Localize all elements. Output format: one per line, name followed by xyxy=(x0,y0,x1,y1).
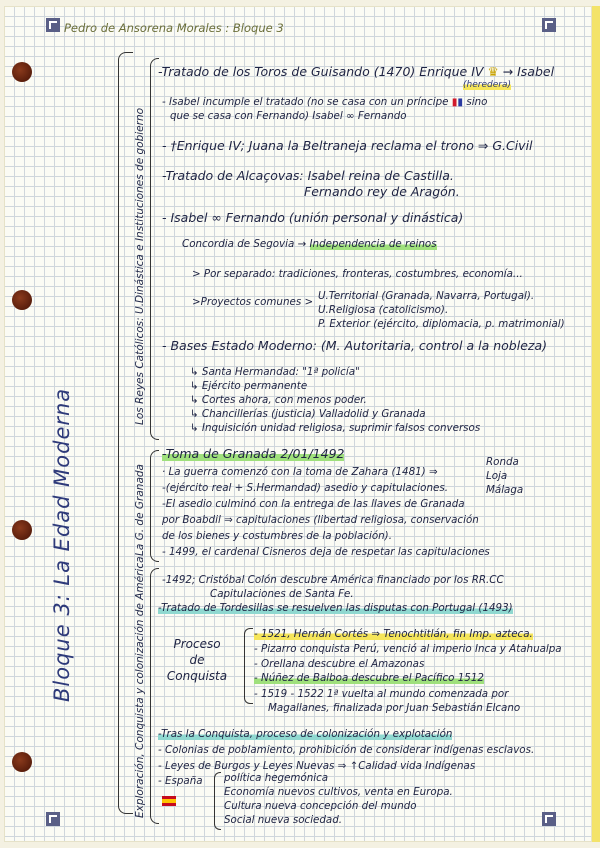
note-line: U.Territorial (Granada, Navarra, Portugal). xyxy=(318,290,535,302)
spain-flag-icon xyxy=(162,796,176,806)
note-line: -Tras la Conquista, proceso de colonización y explotación xyxy=(158,728,453,740)
section-label-america: Exploración, Conquista y colonización de América xyxy=(134,556,146,818)
note-line: · La guerra comenzó con la toma de Zahara (1481) ⇒ xyxy=(162,466,438,478)
note-line: - Pizarro conquista Perú, venció al imperio Inca y Atahualpa xyxy=(254,643,562,655)
note-line: U.Religiosa (catolicismo). xyxy=(318,304,449,316)
note-line: (heredera) xyxy=(463,80,511,90)
note-line: Capitulaciones de Santa Fe. xyxy=(210,588,354,600)
note-line: de los bienes y costumbres de la población). xyxy=(162,530,392,542)
note-line: ↳ Cortes ahora, con menos poder. xyxy=(190,394,367,406)
note-line: política hegemónica xyxy=(224,772,329,784)
section-brace xyxy=(118,52,133,814)
note-line: Ronda xyxy=(486,456,519,468)
note-line: ↳ Inquisición unidad religiosa, suprimir falsos conversos xyxy=(190,422,481,434)
note-line: ↳ Ejército permanente xyxy=(190,380,308,392)
note-line: Economía nuevos cultivos, venta en Europa. xyxy=(224,786,453,798)
spain-brace xyxy=(214,772,221,830)
note-line: - 1519 - 1522 1ª vuelta al mundo comenzada por xyxy=(254,688,509,700)
corner-marker-icon xyxy=(46,812,60,826)
page-title: Bloque 3: La Edad Moderna xyxy=(50,387,74,702)
note-line: -El asedio culminó con la entrega de las llaves de Granada xyxy=(162,498,465,510)
note-line: Fernando rey de Aragón. xyxy=(304,184,460,199)
note-line: -(ejército real + S.Hermandad) asedio y capitulaciones. xyxy=(162,482,448,494)
note-line: - Colonias de poblamiento, prohibición de considerar indígenas esclavos. xyxy=(158,744,535,756)
note-line: - 1499, el cardenal Cisneros deja de respetar las capitulaciones xyxy=(162,546,490,558)
crown-icon: ♛ xyxy=(487,64,499,79)
binder-hole xyxy=(12,520,32,540)
note-line: - España xyxy=(158,775,203,787)
section-brace xyxy=(150,58,159,440)
note-line: - Orellana descubre el Amazonas xyxy=(254,658,425,670)
note-line: Cultura nueva concepción del mundo xyxy=(224,800,417,812)
note-line: >Proyectos comunes > xyxy=(192,296,314,308)
note-line: Loja xyxy=(486,470,508,482)
note-line: -1492; Cristóbal Colón descubre América financiado por los RR.CC xyxy=(162,574,504,586)
binder-hole xyxy=(12,290,32,310)
note-line: Social nueva sociedad. xyxy=(224,814,343,826)
note-line: - Isabel ∞ Fernando (unión personal y dinástica) xyxy=(162,210,464,225)
note-line: - Leyes de Burgos y Leyes Nuevas ⇒ ↑Calidad vida Indígenas xyxy=(158,760,476,772)
note-line: Málaga xyxy=(486,484,524,496)
note-line: - Isabel incumple el tratado (no se casa con un príncipe ▮▮ sino xyxy=(162,96,488,108)
note-line: - †Enrique IV; Juana la Beltraneja reclama el trono ⇒ G.Civil xyxy=(162,138,533,153)
note-line: > Por separado: tradiciones, fronteras, costumbres, economía... xyxy=(192,268,523,280)
note-line: que se casa con Fernando) Isabel ∞ Fernando xyxy=(170,110,407,122)
flag-icon: ▮ xyxy=(451,96,458,108)
note-line: P. Exterior (ejército, diplomacia, p. matrimonial) xyxy=(318,318,565,330)
note-line: - 1521, Hernán Cortés ⇒ Tenochtitlán, fin Imp. azteca. xyxy=(254,628,533,640)
section-label-granada: La G. de Granada xyxy=(134,464,146,556)
section-brace xyxy=(150,450,159,562)
process-brace xyxy=(244,628,253,704)
corner-marker-icon xyxy=(542,18,556,32)
note-line: -Tratado de Tordesillas se resuelven las disputas con Portugal (1493) xyxy=(158,602,513,614)
note-line: Magallanes, finalizada por Juan Sebastián Elcano xyxy=(268,702,521,714)
note-line: -Tratado de los Toros de Guisando (1470) Enrique IV ♛ → Isabel xyxy=(158,64,555,79)
corner-marker-icon xyxy=(542,812,556,826)
note-line: -Tratado de Alcaçovas: Isabel reina de Castilla. xyxy=(162,168,454,183)
proceso-label: Proceso de Conquista xyxy=(166,637,228,683)
note-line: - Núñez de Balboa descubre el Pacífico 1512 xyxy=(254,672,484,684)
note-line: ↳ Chancillerías (justicia) Valladolid y Granada xyxy=(190,408,426,420)
flag-icon: ▮ xyxy=(457,96,464,108)
note-line: -Toma de Granada 2/01/1492 xyxy=(162,446,345,461)
binder-hole xyxy=(12,62,32,82)
note-line: ↳ Santa Hermandad: "1ª policía" xyxy=(190,366,360,378)
corner-marker-icon xyxy=(46,18,60,32)
note-line: - Bases Estado Moderno: (M. Autoritaria, control a la nobleza) xyxy=(162,338,547,353)
binder-hole xyxy=(12,752,32,772)
note-line: Concordia de Segovia → Independencia de reinos xyxy=(182,238,437,250)
note-line: por Boabdil ⇒ capitulaciones (libertad religiosa, conservación xyxy=(162,514,479,526)
page-header: Pedro de Ansorena Morales : Bloque 3 xyxy=(64,21,284,35)
section-label-reyes: Los Reyes Católicos: U.Dinástica e Instituciones de gobierno xyxy=(134,107,146,425)
